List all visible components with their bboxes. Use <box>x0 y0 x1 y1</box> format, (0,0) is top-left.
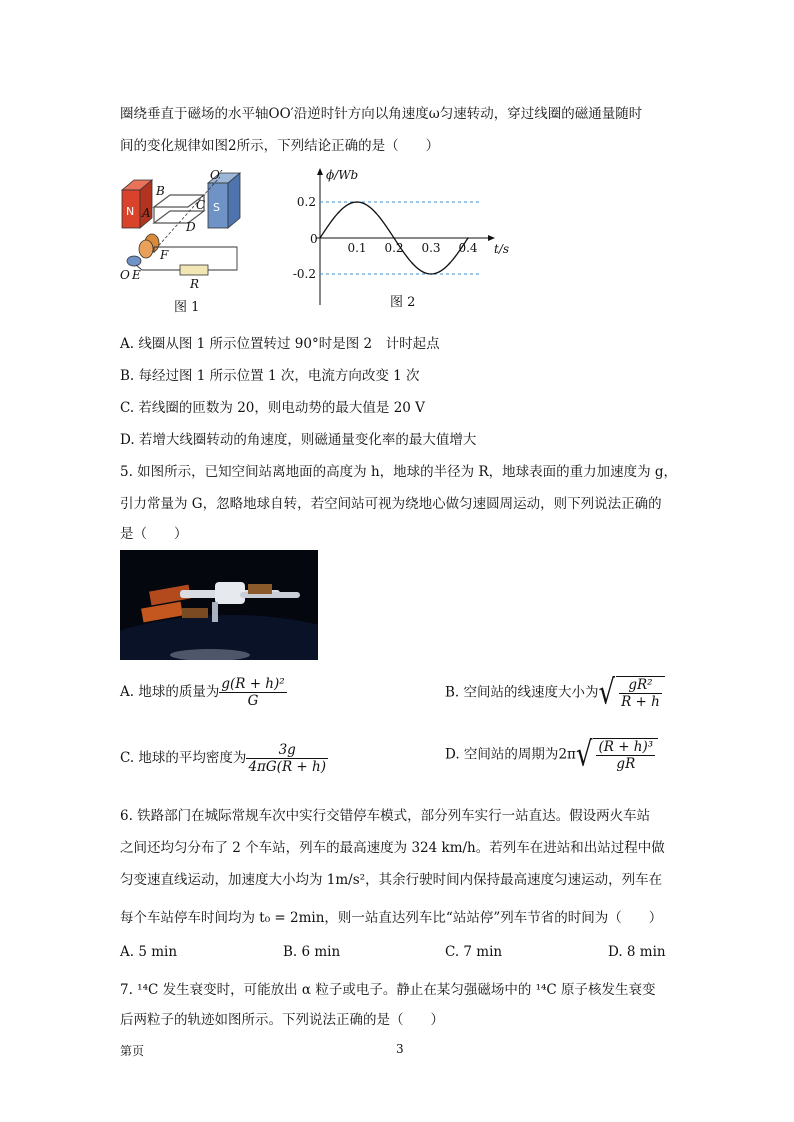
data-point <box>430 273 432 275</box>
q5-option-d: D. 空间站的周期为2π√ $\frac{\text{(R + h)³}}{gR}$ <box>445 738 658 772</box>
x-axis-label: t/s <box>494 242 510 256</box>
data-point <box>393 237 395 239</box>
q5-line-2: 引力常量为 G，忽略地球自转，若空间站可视为绕地心做匀速圆周运动，则下列说法正确的 <box>120 496 662 512</box>
x-tick-label: 0.4 <box>458 241 478 255</box>
data-point <box>467 237 469 239</box>
q6-option-d: D. 8 min <box>608 944 666 960</box>
fig1-label-o-prime: O′ <box>210 168 223 182</box>
q4-option-b: B. 每经过图 1 所示位置 1 次，电流方向改变 1 次 <box>120 368 420 384</box>
q6-option-a: A. 5 min <box>120 944 178 960</box>
q5-option-a: A. 地球的质量为 $\frac{\text{g(R + h)²}}{G}$ <box>120 676 285 710</box>
fig1-label-c: C <box>196 198 206 212</box>
q4-option-c: C. 若线圈的匝数为 20，则电动势的最大值是 20 V <box>120 400 425 416</box>
y-tick-label: -0.2 <box>292 267 316 281</box>
q5-line-1: 5. 如图所示，已知空间站离地面的高度为 h，地球的半径为 R，地球表面的重力加速度为 g， <box>120 464 678 480</box>
intro-line-2: 间的变化规律如图2所示，下列结论正确的是（ ） <box>120 138 440 154</box>
q4-option-a: A. 线圈从图 1 所示位置转过 90°时是图 2 计时起点 <box>120 336 440 352</box>
page-number: 3 <box>396 1042 404 1056</box>
q6-option-b: B. 6 min <box>283 944 341 960</box>
q5-option-b: B. 空间站的线速度大小为√ $\frac{\text{gR²}}{R + h}$ <box>445 676 665 710</box>
y-tick-label: 0.2 <box>296 195 316 209</box>
x-tick-label: 0.3 <box>421 241 441 255</box>
data-point <box>356 201 358 203</box>
q4-option-d: D. 若增大线圈转动的角速度，则磁通量变化率的最大值增大 <box>120 432 477 448</box>
fig1-label-a: A <box>142 206 151 220</box>
q6-line-2: 之间还均匀分布了 2 个车站，列车的最高速度为 324 km/h。若列车在进站和出站过程中做 <box>120 840 665 856</box>
q6-line-3: 匀变速直线运动，加速度大小均为 1m/s²，其余行驶时间内保持最高速度匀速运动，列车在 <box>120 872 663 888</box>
y-axis-label: ϕ/Wb <box>326 168 359 182</box>
x-tick-label: 0.2 <box>384 241 404 255</box>
footer-label: 第页 <box>120 1044 145 1058</box>
fig1-caption: 图 1 <box>174 300 200 315</box>
data-point <box>375 212 377 214</box>
q5-option-c: C. 地球的平均密度为 $\frac{3g}{4\pi G(R + h)}$ <box>120 742 326 776</box>
x-tick-label: 0.1 <box>347 241 367 255</box>
origin-label: 0 <box>310 232 318 246</box>
q6-line-4: 每个车站停车时间均为 t₀ = 2min，则一站直达列车比“站站停”列车节省的时间为（ ） <box>120 910 663 926</box>
fig1-label-d: D <box>186 220 196 234</box>
intro-line-1: 圈绕垂直于磁场的水平轴OO′沿逆时针方向以角速度ω匀速转动，穿过线圈的磁通量随时 <box>120 106 643 122</box>
fig1-label-n: N <box>126 205 135 218</box>
q5-line-3: 是（ ） <box>120 526 188 542</box>
q7-line-1: 7. ¹⁴C 发生衰变时，可能放出 α 粒子或电子。静止在某匀强磁场中的 ¹⁴C 原子核发生衰变 <box>120 982 656 998</box>
space-station-image <box>120 550 318 660</box>
fig1-label-b: B <box>156 184 165 198</box>
figure-2-flux-chart <box>290 165 520 315</box>
fig1-label-s: S <box>213 201 220 214</box>
fig2-caption: 图 2 <box>390 295 416 310</box>
fig1-label-o: O <box>120 268 130 282</box>
q6-line-1: 6. 铁路部门在城际常规车次中实行交错停车模式，部分列车实行一站直达。假设两火车站 <box>120 808 651 824</box>
data-point <box>412 263 414 265</box>
q7-line-2: 后两粒子的轨迹如图所示。下列说法正确的是（ ） <box>120 1012 444 1028</box>
data-point <box>449 263 451 265</box>
figure-1-generator-diagram <box>112 165 252 315</box>
q6-option-c: C. 7 min <box>445 944 503 960</box>
fig1-label-r: R <box>190 277 200 291</box>
data-point <box>319 237 321 239</box>
data-point <box>338 212 340 214</box>
fig1-label-e: E <box>132 268 141 282</box>
fig1-label-f: F <box>160 248 169 262</box>
